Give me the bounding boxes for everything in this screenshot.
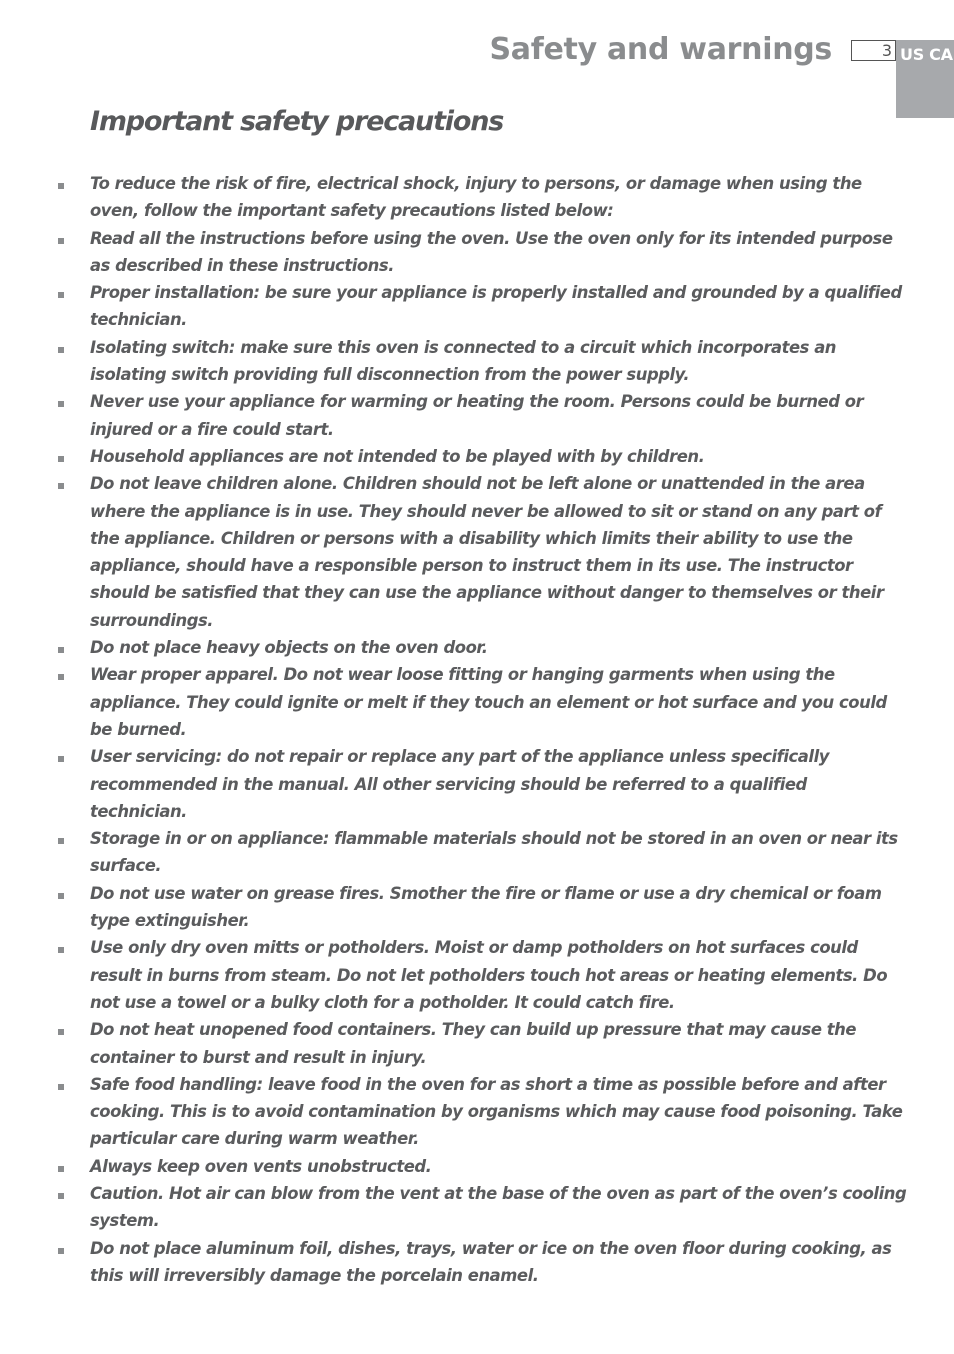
- precaution-text: Do not place aluminum foil, dishes, trays, water or ice on the oven floor during cooking, as this will irreversibly damage the porcelain enamel.: [90, 1238, 892, 1285]
- precaution-text: Use only dry oven mitts or potholders. Moist or damp potholders on hot surfaces could result in burns from steam. Do not let potholders touch hot areas or heating elements. Do not use a towel or a bulky cloth for a potholder. It could catch fire.: [90, 938, 888, 1012]
- precaution-item: [0, 880, 908, 935]
- region-tab: [896, 40, 954, 118]
- precaution-text: Read all the instructions before using the oven. Use the oven only for its intended purpose as described in these instructions.: [90, 228, 893, 275]
- region-label: US CA: [900, 45, 953, 64]
- precaution-item: [0, 170, 908, 225]
- precaution-text: To reduce the risk of fire, electrical shock, injury to persons, or damage when using the oven, follow the important safety precautions listed below:: [90, 174, 862, 221]
- precaution-item: [0, 470, 908, 634]
- precaution-text: Never use your appliance for warming or heating the room. Persons could be burned or injured or a fire could start.: [90, 392, 864, 439]
- square-bullet-icon: [58, 1084, 64, 1090]
- precaution-text: Proper installation: be sure your appliance is properly installed and grounded by a qualified technician.: [90, 283, 902, 330]
- precaution-text: Caution. Hot air can blow from the vent at the base of the oven as part of the oven’s cooling system.: [90, 1183, 907, 1231]
- section-title: Important safety precautions: [90, 106, 504, 137]
- precaution-item: [0, 661, 908, 743]
- precaution-text: Isolating switch: make sure this oven is connected to a circuit which incorporates an isolating switch providing full disconnection from the power supply.: [90, 337, 837, 385]
- square-bullet-icon: [58, 838, 64, 844]
- square-bullet-icon: [58, 756, 64, 762]
- precaution-text: Always keep oven vents unobstructed.: [90, 1156, 432, 1176]
- page-number: 3: [851, 40, 896, 61]
- precaution-text: Do not leave children alone. Children should not be left alone or unattended in the area where the appliance is in use. They should never be allowed to sit or stand on any part of the appliance. Children or persons with a disability which limits their ability to use the appliance, should have a responsible person to instruct them in its use. The instructor should be satisfied that they can use the appliance without danger to themselves or their surroundings.: [90, 474, 884, 630]
- square-bullet-icon: [58, 183, 64, 189]
- square-bullet-icon: [58, 292, 64, 298]
- square-bullet-icon: [58, 1193, 64, 1199]
- square-bullet-icon: [58, 483, 64, 489]
- square-bullet-icon: [58, 1248, 64, 1254]
- precaution-text: User servicing: do not repair or replace any part of the appliance unless specifically recommended in the manual. All other servicing should be referred to a qualified technician.: [90, 747, 829, 821]
- square-bullet-icon: [58, 647, 64, 653]
- precaution-item: [0, 1180, 908, 1235]
- precaution-item: [0, 634, 908, 661]
- square-bullet-icon: [58, 1166, 64, 1172]
- square-bullet-icon: [58, 347, 64, 353]
- square-bullet-icon: [58, 456, 64, 462]
- precaution-text: Do not heat unopened food containers. They can build up pressure that may cause the container to burst and result in injury.: [90, 1020, 857, 1067]
- square-bullet-icon: [58, 238, 64, 244]
- precaution-item: [0, 1153, 908, 1180]
- precaution-item: [0, 934, 908, 1016]
- precaution-item: [0, 1071, 908, 1153]
- precaution-item: [0, 334, 908, 389]
- precaution-item: [0, 1235, 908, 1290]
- page-header-title: Safety and warnings: [489, 32, 832, 67]
- precaution-item: [0, 1016, 908, 1071]
- square-bullet-icon: [58, 893, 64, 899]
- precaution-item: [0, 388, 908, 443]
- square-bullet-icon: [58, 674, 64, 680]
- precaution-text: Do not place heavy objects on the oven door.: [90, 638, 488, 658]
- precaution-item: [0, 825, 908, 880]
- square-bullet-icon: [58, 401, 64, 407]
- precaution-item: [0, 743, 908, 825]
- precaution-text: Wear proper apparel. Do not wear loose fitting or hanging garments when using the appliance. They could ignite or melt if they touch an element or hot surface and you could be burned.: [90, 665, 887, 739]
- precaution-item: [0, 279, 908, 334]
- square-bullet-icon: [58, 1029, 64, 1035]
- precaution-text: Household appliances are not intended to be played with by children.: [90, 446, 705, 466]
- precaution-item: [0, 443, 908, 470]
- precaution-text: Safe food handling: leave food in the oven for as short a time as possible before and after cooking. This is to avoid contamination by organisms which may cause food poisoning. Take particular care during warm weather.: [90, 1074, 903, 1149]
- precaution-text: Storage in or on appliance: flammable materials should not be stored in an oven or near its surface.: [90, 829, 898, 876]
- precaution-list: [0, 170, 954, 1289]
- precaution-text: Do not use water on grease fires. Smother the fire or flame or use a dry chemical or foam type extinguisher.: [90, 883, 882, 931]
- square-bullet-icon: [58, 947, 64, 953]
- precaution-item: [0, 225, 908, 280]
